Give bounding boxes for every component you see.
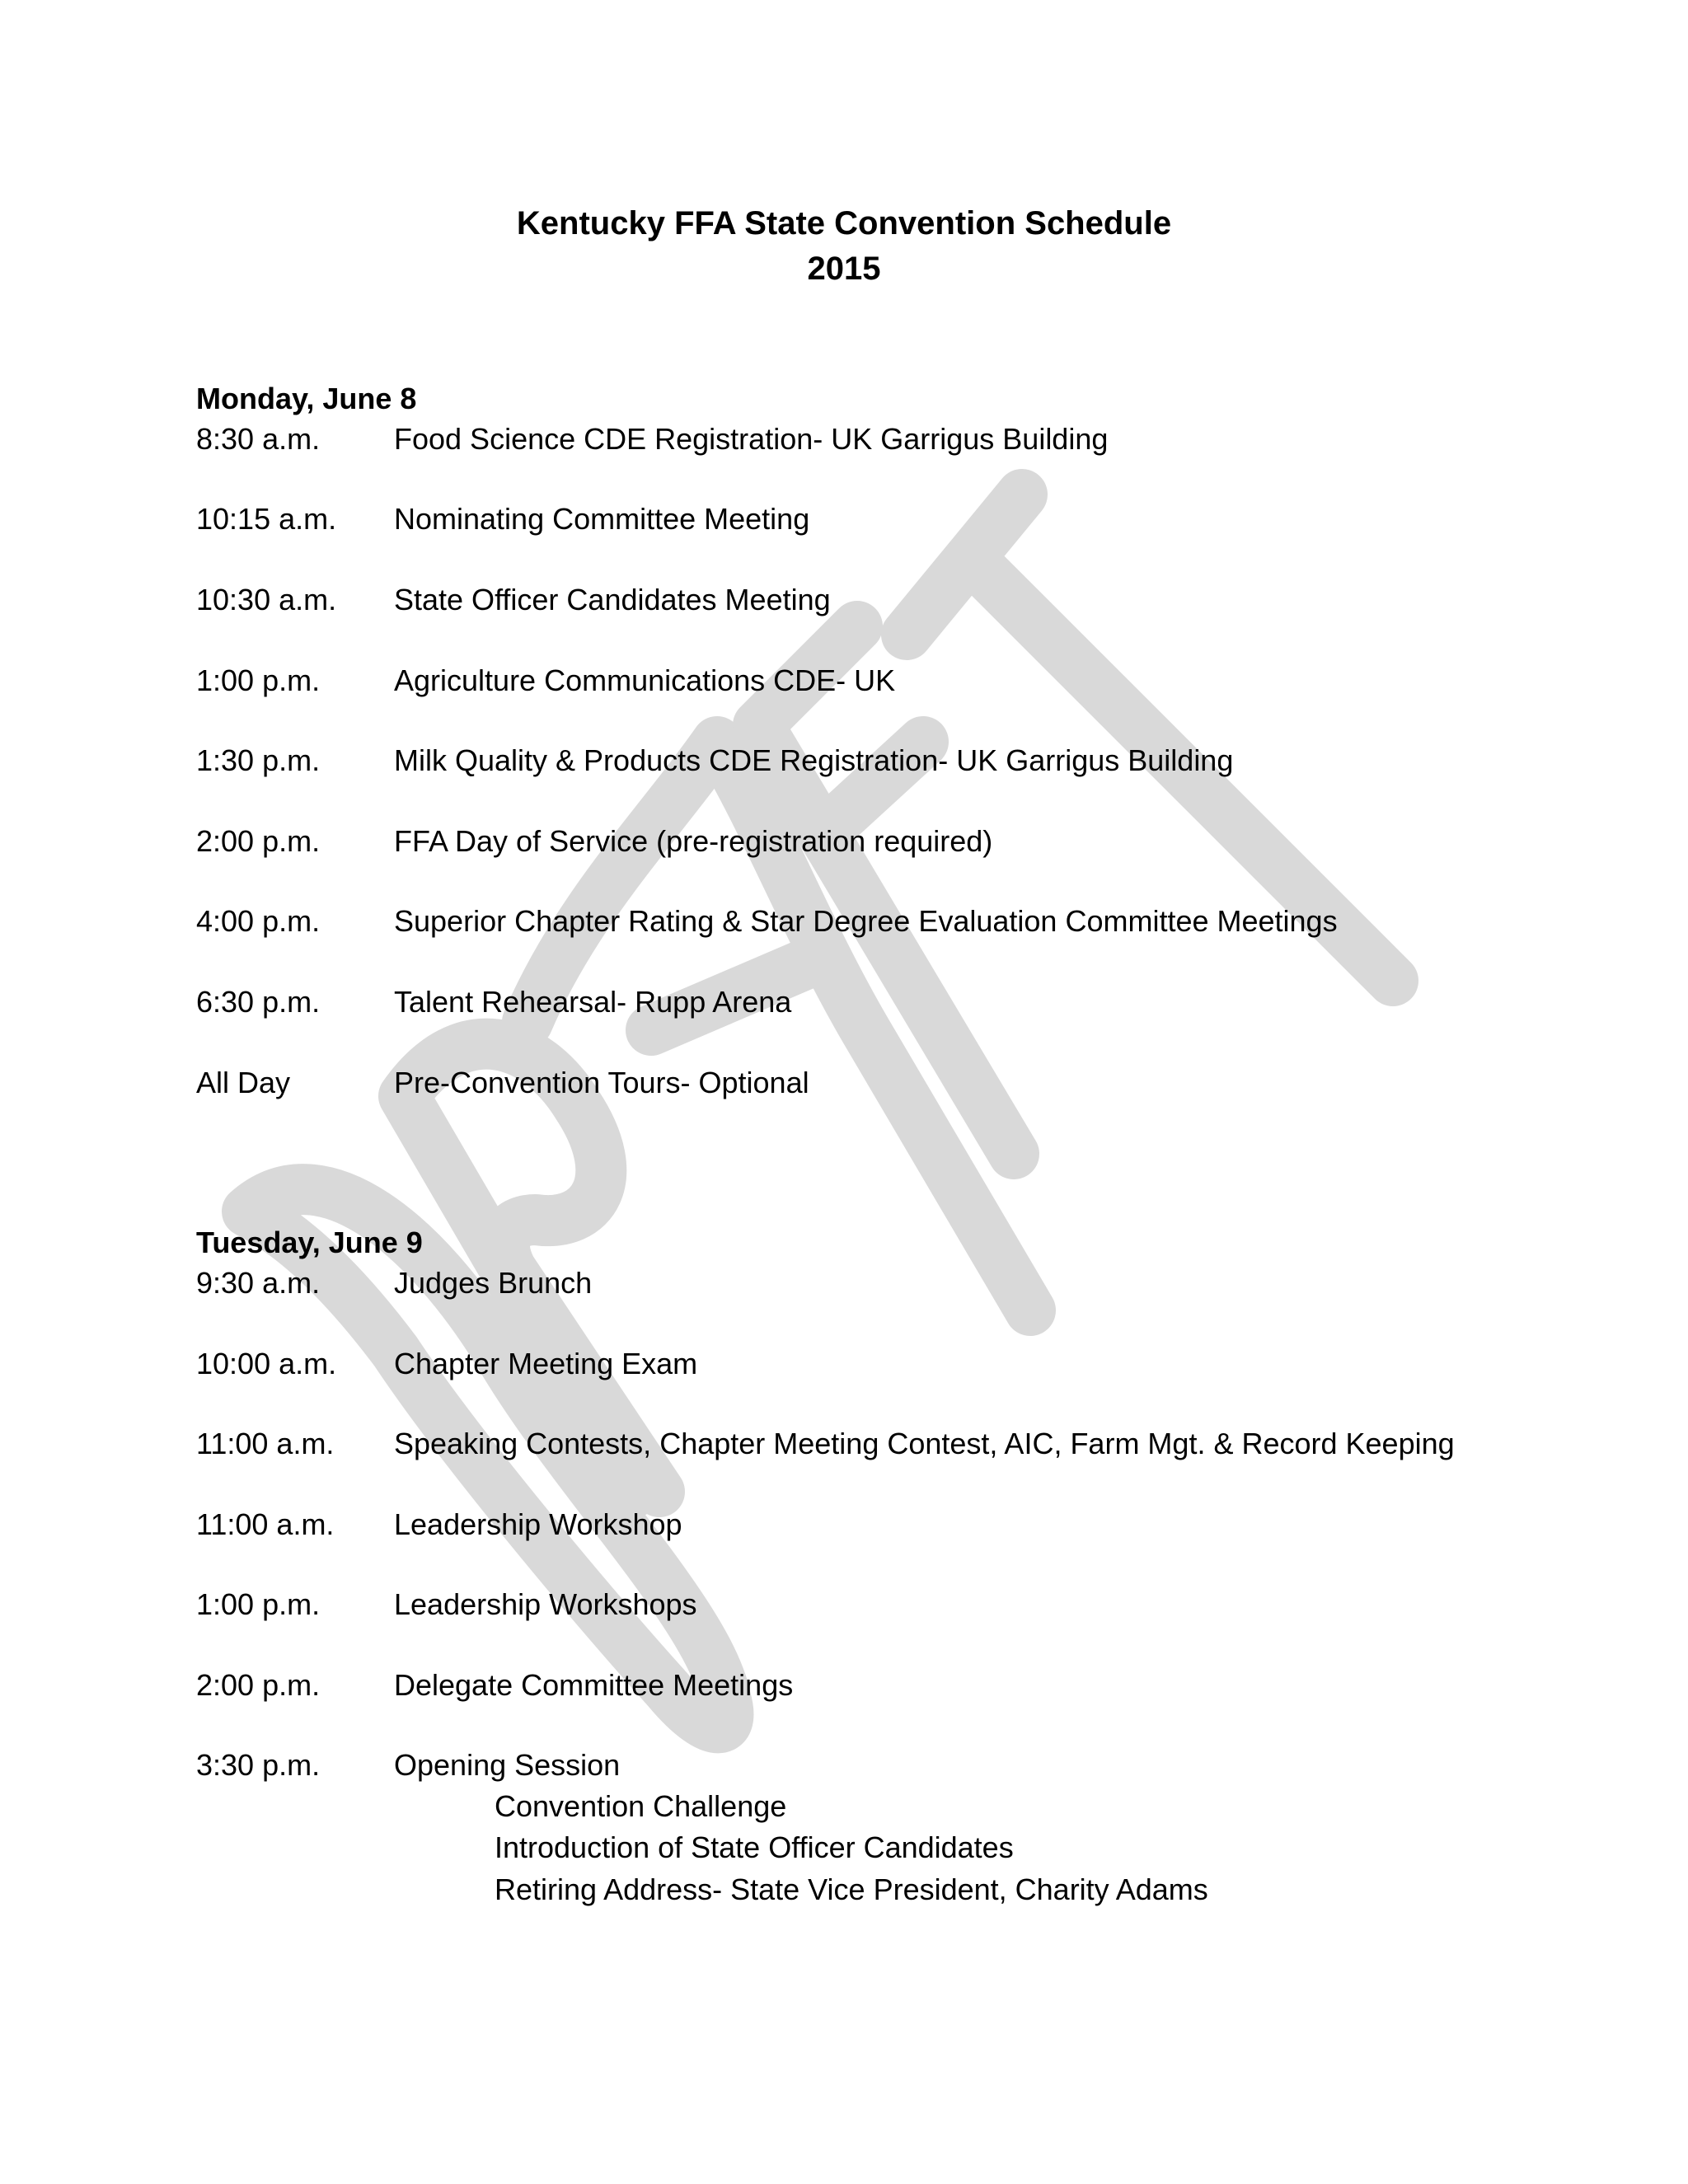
entry-time: 1:00 p.m. (196, 663, 321, 697)
entry-time: 9:30 a.m. (196, 1266, 321, 1300)
entry-time: 11:00 a.m. (196, 1427, 335, 1460)
session-sub-item: Retiring Address- State Vice President, Charity Adams (495, 1872, 1208, 1906)
entry-time: 10:15 a.m. (196, 502, 337, 536)
entry-description: FFA Day of Service (pre-registration required) (394, 824, 993, 858)
entry-description: Judges Brunch (394, 1266, 593, 1300)
entry-description: Talent Rehearsal- Rupp Arena (394, 985, 792, 1019)
entry-description: State Officer Candidates Meeting (394, 583, 831, 616)
entry-time: All Day (196, 1066, 291, 1099)
entry-description: Speaking Contests, Chapter Meeting Contest, AIC, Farm Mgt. & Record Keeping (394, 1427, 1455, 1460)
day-heading-monday: Monday, June 8 (196, 382, 417, 415)
entry-description: Food Science CDE Registration- UK Garrigus Building (394, 422, 1109, 456)
entry-description: Leadership Workshop (394, 1507, 682, 1541)
entry-description: Opening Session (394, 1748, 621, 1782)
entry-description: Milk Quality & Products CDE Registration- UK Garrigus Building (394, 743, 1234, 777)
entry-time: 10:30 a.m. (196, 583, 337, 616)
entry-time: 4:00 p.m. (196, 904, 321, 938)
entry-description: Nominating Committee Meeting (394, 502, 810, 536)
entry-time: 8:30 a.m. (196, 422, 321, 456)
entry-description: Chapter Meeting Exam (394, 1347, 698, 1380)
document-title: Kentucky FFA State Convention Schedule (516, 205, 1172, 241)
entry-time: 1:30 p.m. (196, 743, 321, 777)
entry-description: Leadership Workshops (394, 1587, 697, 1621)
entry-time: 2:00 p.m. (196, 1668, 321, 1702)
entry-time: 2:00 p.m. (196, 824, 321, 858)
entry-description: Superior Chapter Rating & Star Degree Evaluation Committee Meetings (394, 904, 1338, 938)
entry-description: Agriculture Communications CDE- UK (394, 663, 896, 697)
entry-description: Delegate Committee Meetings (394, 1668, 794, 1702)
session-sub-item: Introduction of State Officer Candidates (495, 1830, 1014, 1864)
document-year: 2015 (807, 251, 881, 287)
entry-description: Pre-Convention Tours- Optional (394, 1066, 809, 1099)
entry-time: 1:00 p.m. (196, 1587, 321, 1621)
entry-time: 6:30 p.m. (196, 985, 321, 1019)
session-sub-item: Convention Challenge (495, 1789, 787, 1823)
entry-time: 11:00 a.m. (196, 1507, 335, 1541)
entry-time: 10:00 a.m. (196, 1347, 337, 1380)
entry-time: 3:30 p.m. (196, 1748, 321, 1782)
day-heading-tuesday: Tuesday, June 9 (196, 1226, 423, 1259)
